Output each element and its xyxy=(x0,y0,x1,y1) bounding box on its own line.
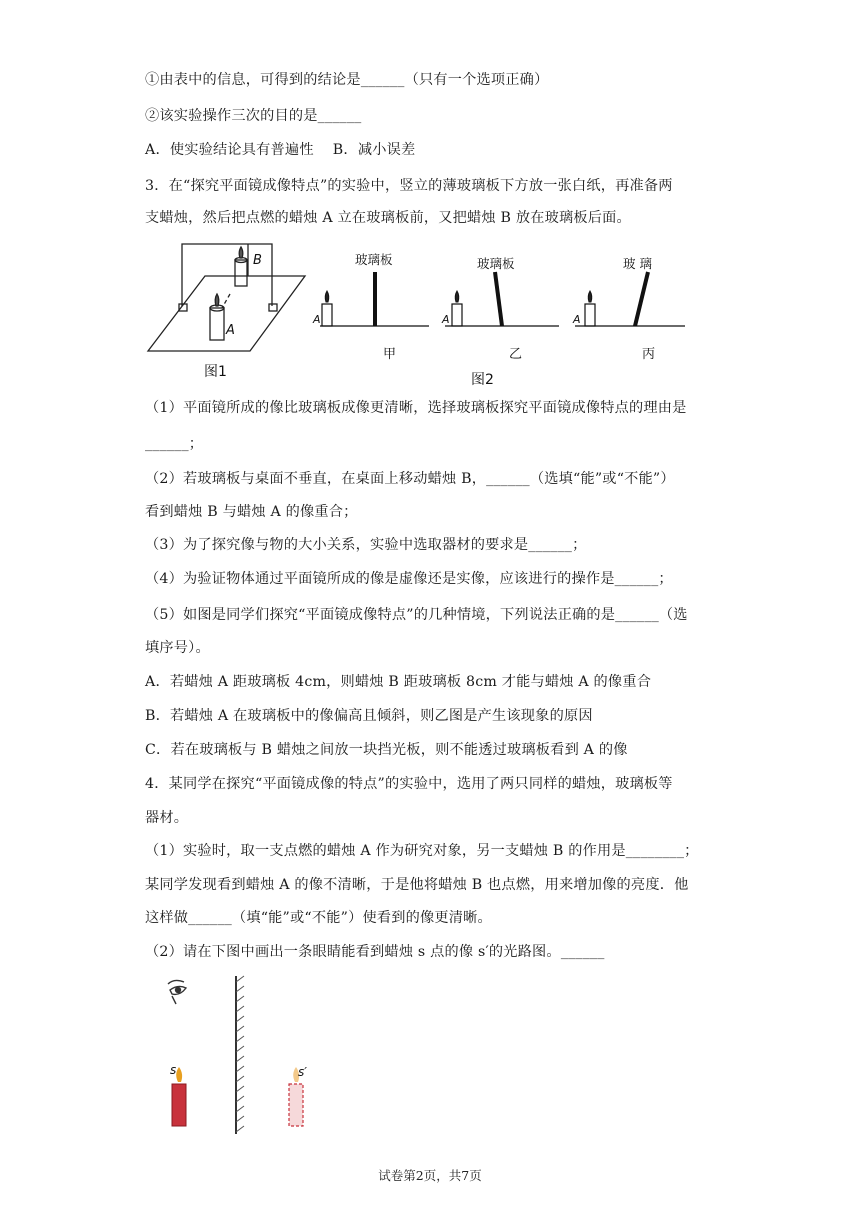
text-line: 这样做______（填“能”或“不能”）使看到的像更清晰。 xyxy=(145,910,492,926)
question-3-title: 3．在“探究平面镜成像特点”的实验中，竖立的薄玻璃板下方放一张白纸，再准备两 xyxy=(145,178,673,194)
text-line: （2）请在下图中画出一条眼睛能看到蜡烛 s 点的像 s′的光路图。______ xyxy=(145,944,605,960)
page-footer: 试卷第2页，共7页 xyxy=(378,1168,482,1183)
panel-caption: 丙 xyxy=(642,347,656,362)
figure-1 xyxy=(140,236,315,386)
text-line: 器材。 xyxy=(145,810,189,826)
text-line: （3）为了探究像与物的大小关系，实验中选取器材的要求是______； xyxy=(145,537,587,553)
panel-glass-label: 玻 璃 xyxy=(623,256,652,271)
text-line: 看到蜡烛 B 与蜡烛 A 的像重合； xyxy=(145,504,358,520)
text-line: ______； xyxy=(145,436,204,452)
panel-caption: 乙 xyxy=(509,347,523,362)
question-4-title: 4．某同学在探究“平面镜成像的特点”的实验中，选用了两只同样的蜡烛，玻璃板等 xyxy=(145,776,673,792)
text-line: （1）实验时，取一支点燃的蜡烛 A 作为研究对象，另一支蜡烛 B 的作用是________； xyxy=(145,843,699,859)
text-line: A．使实验结论具有普遍性 B．减小误差 xyxy=(145,142,416,158)
panel-candle-label: A xyxy=(573,313,581,326)
text-line: （5）如图是同学们探究“平面镜成像特点”的几种情境，下列说法正确的是______（选 xyxy=(145,607,688,623)
text-line: （2）若玻璃板与桌面不垂直，在桌面上移动蜡烛 B，______（选填“能”或“不能”） xyxy=(145,471,675,487)
label-s: s xyxy=(170,1063,177,1077)
panel-candle-label: A xyxy=(442,313,450,326)
text-line: （4）为验证物体通过平面镜所成的像是虚像还是实像，应该进行的操作是______； xyxy=(145,571,673,587)
panel-caption: 甲 xyxy=(383,347,397,362)
figure-3 xyxy=(160,970,320,1140)
text-line: （1）平面镜所成的像比玻璃板成像更清晰，选择玻璃板探究平面镜成像特点的理由是 xyxy=(145,400,687,416)
figure-1-label-b: B xyxy=(253,253,262,268)
figure-2 xyxy=(305,244,695,392)
eye-icon xyxy=(168,980,186,1004)
figure-1-caption: 图1 xyxy=(204,364,227,380)
text-line: ②该实验操作三次的目的是______ xyxy=(145,108,362,124)
text-line: 某同学发现看到蜡烛 A 的像不清晰，于是他将蜡烛 B 也点燃，用来增加像的亮度．他 xyxy=(145,877,689,893)
option-b: B．若蜡烛 A 在玻璃板中的像偏高且倾斜，则乙图是产生该现象的原因 xyxy=(145,708,593,724)
panel-glass-label: 玻璃板 xyxy=(355,252,393,267)
text-line: 填序号）。 xyxy=(145,640,210,656)
label-s-prime: s′ xyxy=(298,1065,307,1079)
figure-2-caption: 图2 xyxy=(471,372,494,388)
option-c: C．若在玻璃板与 B 蜡烛之间放一块挡光板，则不能透过玻璃板看到 A 的像 xyxy=(145,742,628,758)
figure-1-label-a: A xyxy=(226,323,235,338)
panel-glass-label: 玻璃板 xyxy=(477,256,515,271)
text-line: 支蜡烛，然后把点燃的蜡烛 A 立在玻璃板前，又把蜡烛 B 放在玻璃板后面。 xyxy=(145,210,631,226)
panel-candle-label: A xyxy=(313,313,321,326)
option-a: A．若蜡烛 A 距玻璃板 4cm，则蜡烛 B 距玻璃板 8cm 才能与蜡烛 A 的像重合 xyxy=(145,674,652,690)
text-line: ①由表中的信息，可得到的结论是______（只有一个选项正确） xyxy=(145,72,549,88)
